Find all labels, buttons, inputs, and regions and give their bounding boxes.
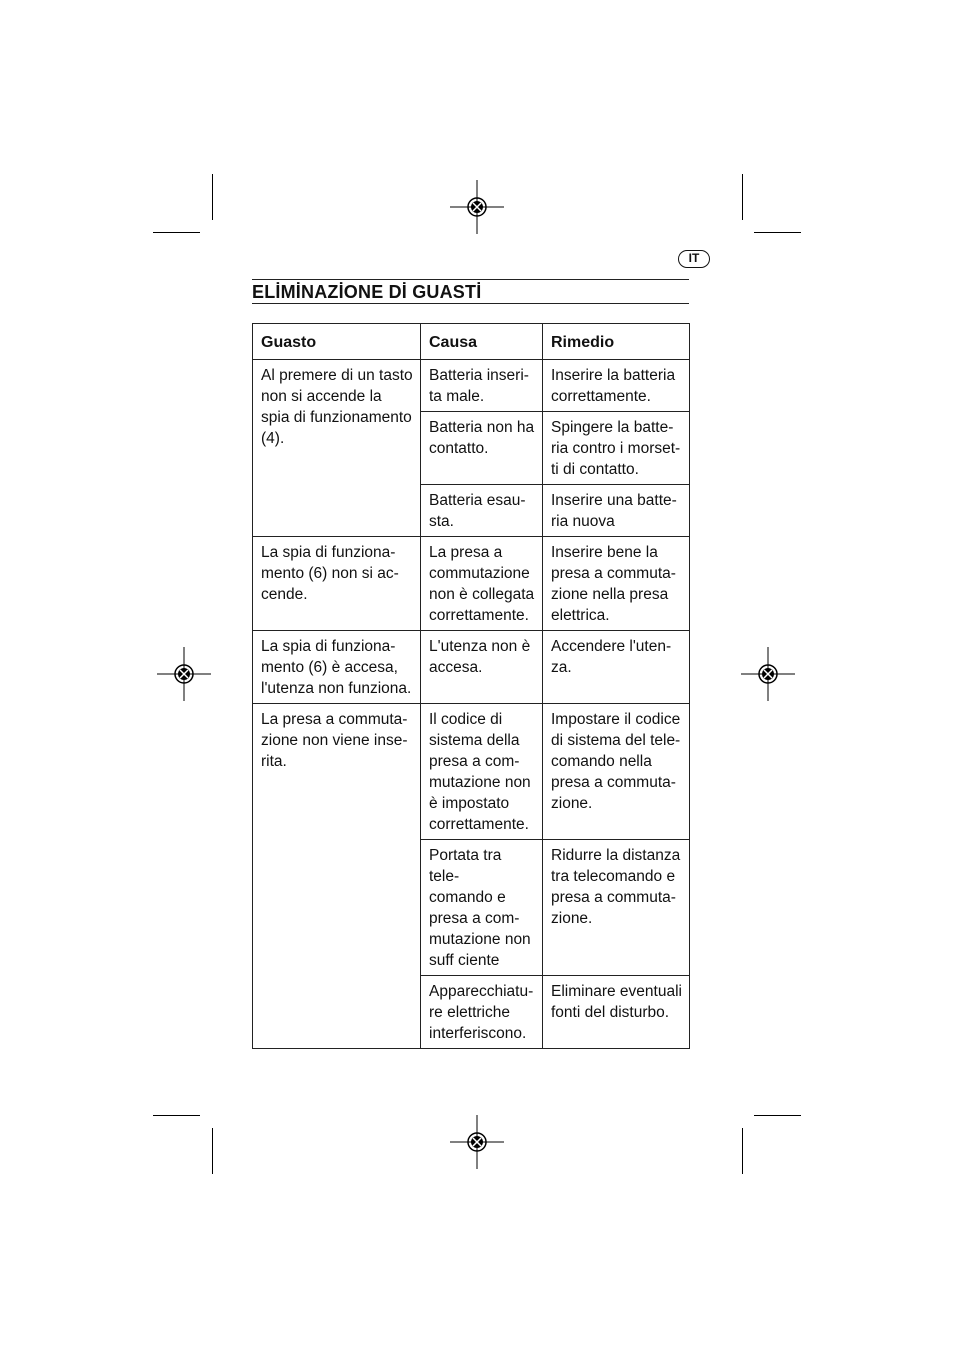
remedy-text: Inserire bene la presa a commuta- zione nella presa elettrica. <box>551 544 676 624</box>
table-header-row <box>253 324 690 360</box>
remedy-cell <box>543 412 690 485</box>
remedy-text: Impostare il codice di sistema del tele- comando nella presa a commuta- zione. <box>551 711 681 812</box>
fault-cell <box>253 704 421 1049</box>
fault-text: La spia di funziona- mento (6) non si ac- cende. <box>261 544 399 603</box>
cause-cell <box>421 360 543 412</box>
title-rule-top <box>252 279 689 280</box>
header-remedy: Rimedio <box>543 324 690 360</box>
cause-text: Apparecchiatu- re elettriche interferiscono. <box>429 983 534 1042</box>
remedy-text: Spingere la batte- ria contro i morset- ti di contatto. <box>551 419 681 478</box>
remedy-cell <box>543 631 690 704</box>
remedy-cell <box>543 840 690 976</box>
remedy-text: Inserire la batteria correttamente. <box>551 367 676 405</box>
remedy-text: Inserire una batte- ria nuova <box>551 492 677 530</box>
registration-mark-icon <box>450 180 504 234</box>
table-row <box>253 537 690 631</box>
crop-mark-br-horizontal <box>754 1115 801 1116</box>
cause-text: Batteria non ha contatto. <box>429 419 535 457</box>
crop-mark-bl-horizontal <box>153 1115 200 1116</box>
cause-text: La presa a commutazione non è collegata correttamente. <box>429 544 535 624</box>
table-row <box>253 360 690 412</box>
cause-cell <box>421 840 543 976</box>
remedy-cell <box>543 360 690 412</box>
cause-cell <box>421 976 543 1049</box>
crop-mark-tr-horizontal <box>754 232 801 233</box>
table-row <box>253 704 690 840</box>
remedy-cell <box>543 976 690 1049</box>
remedy-cell <box>543 485 690 537</box>
cause-text: Portata tra tele- comando e presa a com- mutazione non suff ciente <box>429 847 531 969</box>
fault-cell <box>253 537 421 631</box>
cause-cell <box>421 412 543 485</box>
crop-mark-bl-vertical <box>212 1128 213 1174</box>
crop-mark-tr-vertical <box>742 174 743 220</box>
crop-mark-tl-horizontal <box>153 232 200 233</box>
cause-text: Il codice di sistema della presa a com- mutazione non è impostato correttamente. <box>429 711 531 833</box>
remedy-text: Eliminare eventuali fonti del disturbo. <box>551 983 682 1021</box>
cause-cell <box>421 537 543 631</box>
header-fault: Guasto <box>253 324 421 360</box>
cause-text: L'utenza non è accesa. <box>429 638 531 676</box>
crop-mark-br-vertical <box>742 1128 743 1174</box>
cause-cell <box>421 485 543 537</box>
fault-text: La spia di funziona- mento (6) è accesa, l'utenza non funziona. <box>261 638 412 697</box>
header-cause: Causa <box>421 324 543 360</box>
cause-cell <box>421 704 543 840</box>
fault-text: La presa a commuta- zione non viene inse- rita. <box>261 711 408 770</box>
crop-mark-tl-vertical <box>212 174 213 220</box>
fault-cell <box>253 360 421 537</box>
remedy-text: Ridurre la distanza tra telecomando e presa a commuta- zione. <box>551 847 681 927</box>
title-rule-bottom <box>252 303 689 304</box>
remedy-cell <box>543 537 690 631</box>
fault-cell <box>253 631 421 704</box>
troubleshooting-table <box>252 323 690 1049</box>
language-badge: IT <box>678 250 710 268</box>
registration-mark-icon <box>741 647 795 701</box>
section-title: ELİMİNAZİONE Dİ GUASTİ <box>252 282 482 302</box>
fault-text: Al premere di un tasto non si accende la spia di funzionamento (4). <box>261 367 413 447</box>
cause-cell <box>421 631 543 704</box>
registration-mark-icon <box>157 647 211 701</box>
cause-text: Batteria esau- sta. <box>429 492 526 530</box>
registration-mark-icon <box>450 1115 504 1169</box>
remedy-cell <box>543 704 690 840</box>
cause-text: Batteria inseri- ta male. <box>429 367 529 405</box>
remedy-text: Accendere l'uten- za. <box>551 638 672 676</box>
table-row <box>253 631 690 704</box>
